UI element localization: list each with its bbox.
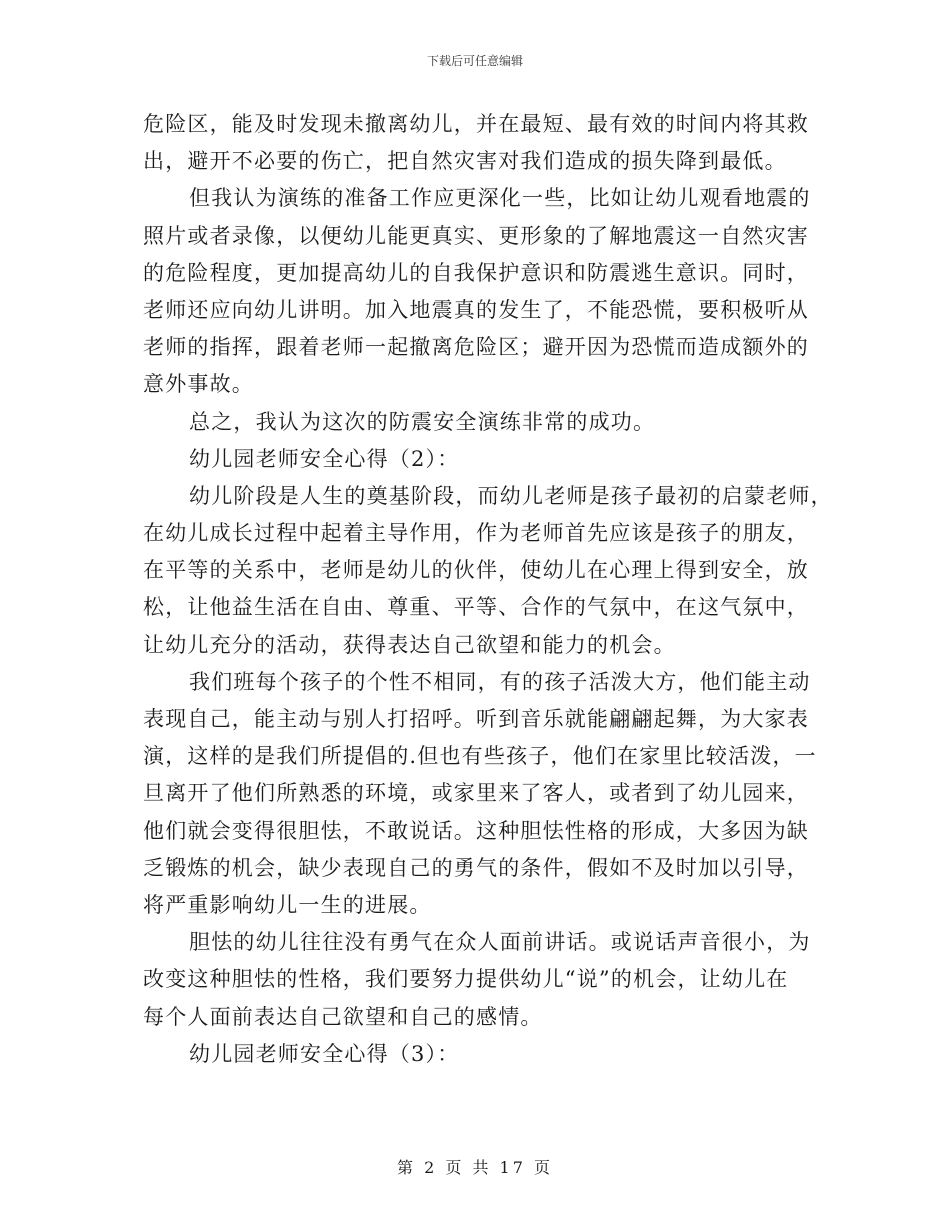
page-header: 下载后可任意编辑	[426, 54, 523, 68]
text-line: 演，这样的是我们所提倡的.但也有些孩子，他们在家里比较活泼，一	[143, 744, 817, 769]
text-line: 乏锻炼的机会，缺少表现自己的勇气的条件，假如不及时加以引导，	[143, 855, 809, 880]
text-line: 老师的指挥，跟着老师一起撤离危险区；避开因为恐慌而造成额外的	[143, 335, 809, 360]
text-line: 改变这种胆怯的性格，我们要努力提供幼儿“说”的机会，让幼儿在	[143, 967, 789, 992]
text-line: 出，避开不必要的伤亡，把自然灾害对我们造成的损失降到最低。	[143, 149, 787, 174]
text-line: 危险区，能及时发现未撤离幼儿，并在最短、最有效的时间内将其救	[143, 112, 809, 136]
text-line: 胆怯的幼儿往往没有勇气在众人面前讲话。或说话声音很小，为	[189, 930, 811, 955]
text-line: 意外事故。	[143, 372, 254, 397]
text-line: 每个人面前表达自己欲望和自己的感情。	[143, 1004, 543, 1029]
text-line: 在平等的关系中，老师是幼儿的伙伴，使幼儿在心理上得到安全，放	[143, 558, 809, 583]
text-line: 让幼儿充分的活动，获得表达自己欲望和能力的机会。	[143, 632, 676, 657]
page-footer: 第 2 页 共 17 页	[397, 1158, 553, 1177]
text-line: 的危险程度，更加提高幼儿的自我保护意识和防震逃生意识。同时，	[143, 260, 809, 285]
text-line: 总之，我认为这次的防震安全演练非常的成功。	[189, 409, 656, 434]
text-line: 幼儿园老师安全心得（2）：	[189, 446, 460, 471]
text-line: 旦离开了他们所熟悉的环境，或家里来了客人，或者到了幼儿园来，	[143, 781, 809, 806]
text-line: 在幼儿成长过程中起着主导作用，作为老师首先应该是孩子的朋友，	[143, 521, 809, 546]
text-line: 将严重影响幼儿一生的进展。	[143, 892, 432, 917]
document-body	[143, 106, 833, 1073]
text-line: 他们就会变得很胆怯，不敢说话。这种胆怯性格的形成，大多因为缺	[143, 818, 809, 843]
text-line: 表现自己，能主动与别人打招呼。听到音乐就能翩翩起舞，为大家表	[143, 707, 809, 731]
text-line: 照片或者录像，以便幼儿能更真实、更形象的了解地震这一自然灾害	[143, 223, 809, 248]
text-line: 幼儿阶段是人生的奠基阶段，而幼儿老师是孩子最初的启蒙老师，	[189, 483, 833, 508]
text-line: 老师还应向幼儿讲明。加入地震真的发生了，不能恐慌，要积极听从	[143, 297, 809, 322]
text-line: 但我认为演练的准备工作应更深化一些，比如让幼儿观看地震的	[189, 186, 811, 211]
text-line: 松，让他益生活在自由、尊重、平等、合作的气氛中，在这气氛中，	[143, 595, 809, 620]
text-line: 幼儿园老师安全心得（3）：	[189, 1041, 460, 1066]
text-line: 我们班每个孩子的个性不相同，有的孩子活泼大方，他们能主动	[189, 669, 811, 694]
